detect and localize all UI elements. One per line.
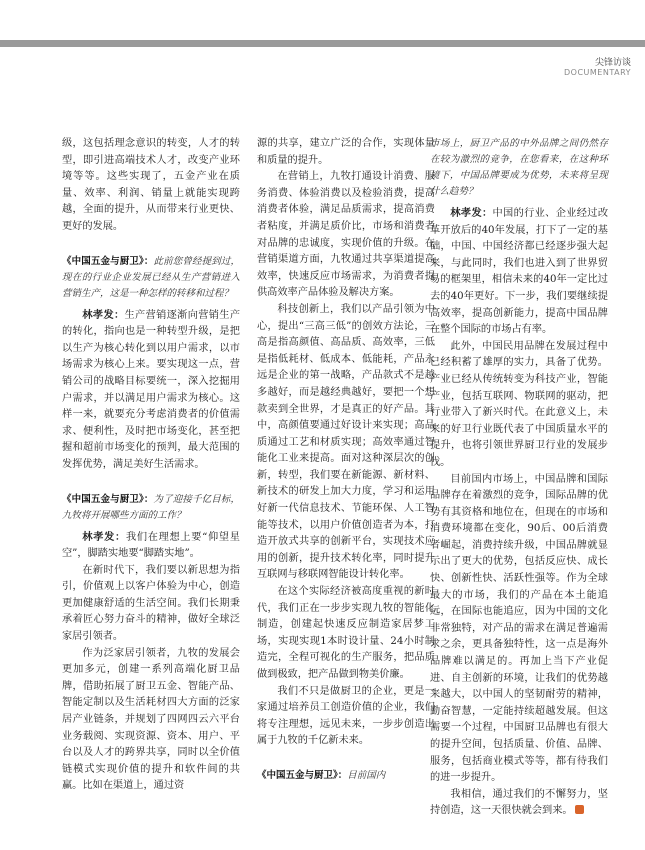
header-rule [0, 40, 645, 47]
magazine-tag: 《中国五金与厨卫》： [62, 255, 154, 267]
paragraph: 在营销上，九牧打通设计消费、服务消费、体验消费以及检验消费，提高消费者体验，满足品质需求，提高消费者粘度，并满足质价比，市场和消费者对品牌的忠诚度，实现价值的升级。在营销渠道方面，九牧通过共享渠道提高效率，快速反应市场需求，为消费者提供高效率产品体验及解决方案。 [257, 171, 435, 299]
column-3 [430, 136, 608, 820]
magazine-tag: 《中国五金与厨卫》： [257, 769, 348, 781]
section-title: 尖锋访谈 [594, 58, 631, 68]
paragraph: 作为泛家居引领者，九牧的发展会更加多元，创建一系列高端化厨卫品牌，借助拓展了厨卫五金、智能产品、智能定制以及生活耗材四大方面的泛家居产业链条，并规划了四网四云六平台业务载阅、实现资源、资本、用户、平台以及人才的跨界共享，同时以全价值链模式实现价值的提升和软件间的共赢。比如在渠道上，通过资 [62, 647, 240, 792]
paragraph: 级，这包括理念意识的转变，人才的转型，即引进高端技术人才，改变产业环境等等。这些实现了，五金产业在质量、效率、利润、销量上就能实现跨越，全面的提升，从而带来行业更快、更好的发展。 [62, 138, 240, 232]
section-subtitle: DOCUMENTARY [563, 68, 631, 77]
answer-text: 中国的行业、企业经过改革开放后的40年发展，打下了一定的基础，中国、中国经济都已经逐步强大起来，与此同时，我们也进入到了世界贸易的框架里，相信未来的40年一定比过去的40年更好。下一步，我们要继续提高效率，提高创新能力，提高中国品牌在整个国际的市场占有率。 [430, 208, 609, 336]
question-text: 为了迎接千亿目标，九牧将开展哪些方面的工作？ [62, 493, 240, 521]
question [257, 768, 435, 784]
paragraph: 源的共享，建立广泛的合作，实现体量和质量的提升。 [257, 138, 435, 166]
question-text: 此前您曾经提到过，现在的行业企业发展已经从生产营销进入营销生产，这是一种怎样的转移和过程？ [62, 255, 240, 299]
question [62, 492, 240, 524]
answer [430, 206, 608, 339]
answer-text: 我们在理想上要“仰望星空”，脚踏实地要“脚踏实地”。 [62, 531, 240, 560]
column-2 [257, 136, 435, 790]
magazine-tag: 《中国五金与厨卫》： [62, 493, 154, 505]
paragraph: 此外，中国民用品牌在发展过程中已经积蓄了雄厚的实力，具备了优势。产业已经从传统转变为科技产业，智能产业，包括互联网、物联网的驱动，把行业带入了新兴时代。在此意义上，未来的好卫行业既代表了中国质量水平的提升，也将引领世界厨卫行业的发展步伐。 [430, 340, 608, 468]
closing-text: 我相信，通过我们的不懈努力，坚持创造，这一天很快就会到来。 [430, 788, 608, 817]
question-continued: 市场上，厨卫产品的中外品牌之间仍然存在较为激烈的竞争，在您看来，在这种环境下，中国品牌要成为优势，未来将呈现什么趋势？ [430, 138, 608, 197]
answer [62, 308, 240, 474]
paragraph: 目前国内市场上，中国品牌和国际品牌存在着激烈的竞争，国际品牌的优势有其资格和地位在，但现在的市场和消费环境都在变化，90后、00后消费者崛起，消费持续升级，中国品牌就显示出了更大的优势，包括反应快、成长快、创新性快、活跃性强等。作为全球最大的市场，我们的产品在本土能追远，在国际也能追应，因为中国的文化非常独特，对产品的需求在满足普遍需求之余，更具备独特性，这一点是海外品牌难以满足的。再加上当下产业促进、自主创新的环境，让我们的优势越来越大，以中国人的坚韧耐劳的精神，勤奋智慧，一定能持续超越发展。但这需要一个过程，中国厨卫品牌也有很大的提升空间，包括质量、价值、品牌、服务，包括商业模式等等，都有待我们的进一步提升。 [430, 473, 608, 784]
end-of-article-icon [575, 805, 584, 814]
paragraph: 科技创新上，我们以产品引领为中心，提出“三高三低”的创效方法论，三高是指高颜值、高品质、高效率，三低是指低耗材、低成本、低能耗，产品永远是企业的第一战略，产品款式不是越多越好，而是越经典越好，要把一个想款卖到全世界，才是真正的好产品。其中，高颜值要通过好设计来实现；高品质通过工艺和材质实现；高效率通过智能化工业来提高。面对这种深层次的创新，转型，我们要在新能源、新材料、新技术的研发上加大力度，学习和运用好新一代信息技术、节能环保、人工智能等技术，以用户价值创造者为本，打造开放式共享的创新平台，实现技术应用的创新，提升技术转化率，同时提升互联网与移联网智能设计转化率。 [257, 303, 435, 581]
paragraph: 我们不只是做厨卫的企业，更是一家通过培养员工创造价值的企业，我们将专注理想，远见未来，一步步创造出属于九牧的千亿新未来。 [257, 685, 435, 747]
speaker-name: 林孝发： [450, 208, 493, 219]
speaker-name: 林孝发： [82, 309, 125, 321]
speaker-name: 林孝发： [82, 531, 126, 543]
paragraph: 在新时代下，我们要以新思想为指引，价值观上以客户体验为中心，创造更加健康舒适的生活空间。我们长期秉承着匠心努力奋斗的精神，做好全球泛家居引领者。 [62, 564, 240, 643]
answer [62, 530, 240, 563]
paragraph [430, 787, 608, 820]
answer-text: 生产营销逐渐向营销生产的转化，指向也是一种转型升级，是把以生产为核心转化到以用户需求，以市场需求为核心上来。要实现这一点，营销公司的战略目标要统一，深入挖掘用户需求，并以满足用户需求为核心。这样一来，就要充分考虑消费者的价值需求、便利性，及时把市场变化，甚至把握和超前市场变化的预判，最大范围的发挥优势，满足美好生活需求。 [62, 309, 241, 470]
column-1 [62, 136, 240, 795]
question [62, 254, 240, 302]
paragraph: 在这个实际经济被高度重视的新时代，我们正在一步步实现九牧的智能化制造，创建起快速反应制造家居梦工场，实现实现1本时设计量、24小时制造完，全程可视化的生产服务，把品质做到极致，把产品做到物美价廉。 [257, 586, 435, 680]
question-text: 目前国内 [347, 769, 386, 781]
